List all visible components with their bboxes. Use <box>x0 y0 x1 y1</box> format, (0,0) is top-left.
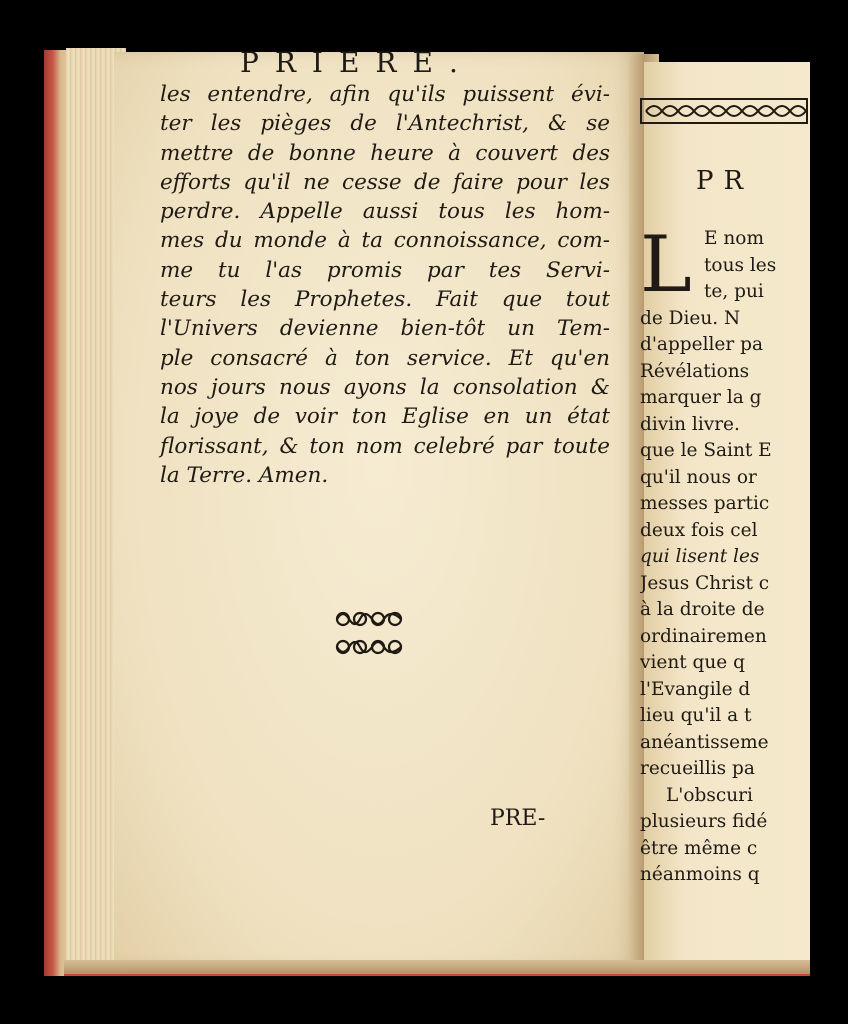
fleuron-ornament-icon <box>334 606 404 660</box>
headpiece-ornament-icon <box>640 98 808 124</box>
text-line: à la droite de <box>640 599 765 620</box>
text-line: divin livre. <box>640 413 740 435</box>
text-line: me tu l'as promis par tes Servi- <box>160 257 610 283</box>
running-head-left: PRIERE. <box>240 46 474 79</box>
text-line: perdre. Appelle aussi tous les hom- <box>160 199 610 225</box>
text-line: qu'il nous or <box>640 466 757 488</box>
text-line: être même c <box>640 837 758 859</box>
text-line: florissant, & ton nom celebré par toute <box>160 433 610 459</box>
text-line: nos jours nous ayons la consolation & <box>160 374 610 400</box>
text-line: la joye de voir ton Eglise en un état <box>160 404 610 430</box>
text-line: l'Univers devienne bien-tôt un Tem- <box>160 316 610 342</box>
text-line: plusieurs fidé <box>640 811 768 832</box>
drop-cap: L <box>640 220 692 310</box>
text-line: L'obscuri <box>666 784 753 806</box>
text-line: te, pui <box>704 281 764 302</box>
text-line: la Terre. Amen. <box>160 462 329 488</box>
text-line: E nom <box>704 228 764 249</box>
text-line: tous les <box>704 254 777 276</box>
left-page-text <box>160 80 610 490</box>
text-line: efforts qu'il ne cesse de faire pour les <box>160 169 610 195</box>
text-line: ter les pièges de l'Antechrist, & se <box>160 111 610 137</box>
text-line: mes du monde à ta connoissance, com- <box>160 228 610 254</box>
text-line: de Dieu. N <box>640 307 741 329</box>
text-line: les entendre, afin qu'ils puissent évi- <box>160 82 610 107</box>
right-page-lines <box>640 220 808 889</box>
text-line: Jesus Christ c <box>640 572 770 594</box>
text-line: d'appeller pa <box>640 334 763 355</box>
text-line: l'Evangile d <box>640 678 751 700</box>
text-line: deux fois cel <box>640 519 758 541</box>
text-line: lieu qu'il a t <box>640 705 752 726</box>
text-line: néanmoins q <box>640 864 760 885</box>
right-page-text <box>640 60 808 960</box>
text-line: Révélations <box>640 360 750 382</box>
text-line: ple consacré à ton service. Et qu'en <box>160 345 610 371</box>
text-line: anéantisseme <box>640 731 769 753</box>
text-line: qui lisent les <box>640 546 760 567</box>
text-line: teurs les Prophetes. Fait que tout <box>160 287 610 313</box>
catchword: PRE- <box>490 806 546 831</box>
running-head-right: PR <box>696 166 754 196</box>
text-line: mettre de bonne heure à couvert des <box>160 140 610 166</box>
bottom-page-edge <box>64 960 810 976</box>
text-line: messes partic <box>640 493 770 514</box>
text-line: vient que q <box>640 652 745 673</box>
text-line: ordinairemen <box>640 625 767 647</box>
text-line: recueillis pa <box>640 758 755 779</box>
text-line: que le Saint E <box>640 440 772 461</box>
text-line: marquer la g <box>640 387 762 408</box>
